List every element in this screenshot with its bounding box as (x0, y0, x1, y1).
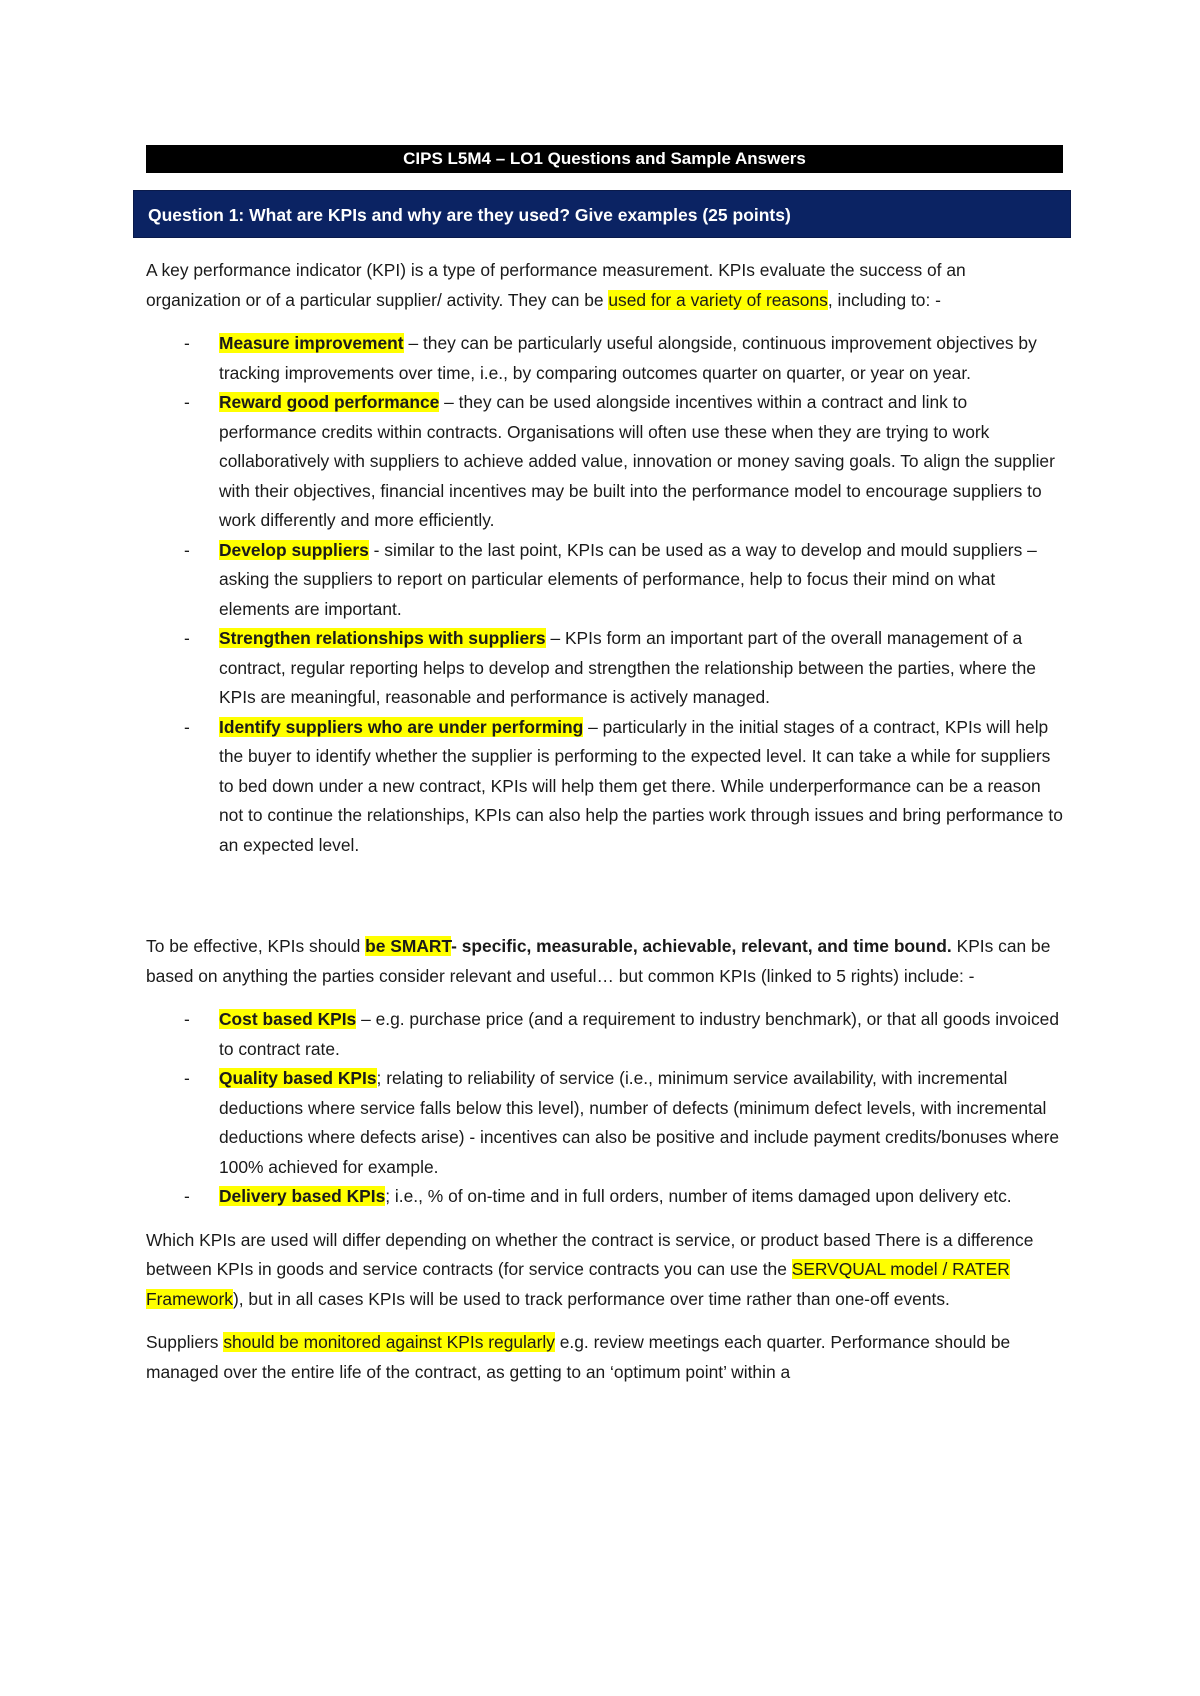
list-item (146, 1182, 1064, 1212)
monitor-highlight: should be monitored against KPIs regularly (223, 1332, 555, 1352)
monitor-text: Suppliers (146, 1332, 224, 1352)
which-text-end: ), but in all cases KPIs will be used to track performance over time rather than one-off events. (232, 1288, 950, 1309)
list-item-label: Develop suppliers (219, 539, 369, 560)
list-item-text: – KPIs form an important part of the overall management of a contract, regular reporting helps to develop and strengthen the relationship between the parties, where the KPIs are meaningful, reasonable and performance is actively managed. (219, 628, 1036, 707)
list-item (146, 1005, 1064, 1064)
monitor-text-end: e.g. review meetings each quarter. Performance should be managed over the entire life of the contract, as getting to an ‘optimum point’ within a (146, 1332, 1011, 1382)
intro-text-end: , including to: - (827, 289, 941, 310)
list-item-label: Delivery based KPIs (219, 1186, 386, 1206)
document-title: CIPS L5M4 – LO1 Questions and Sample Answers (146, 145, 1063, 173)
smart-paragraph (146, 932, 1064, 991)
question-heading: Question 1: What are KPIs and why are they used? Give examples (25 points) (133, 190, 1071, 238)
answer-body (146, 256, 1064, 1387)
list-item-text: ; i.e., % of on-time and in full orders, number of items damaged upon delivery etc. (385, 1186, 1012, 1206)
smart-text-end: KPIs can be based on anything the parties consider relevant and useful… but common KPIs (linked to 5 rights) include: - (146, 936, 1051, 986)
list-item (146, 1064, 1064, 1182)
intro-paragraph (146, 256, 1064, 315)
list-item (146, 624, 1064, 713)
list-item (146, 713, 1064, 861)
list-item-text: - similar to the last point, KPIs can be used as a way to develop and mould suppliers – asking the suppliers to report on particular elements of performance, help to focus their mind on what elements are important. (219, 539, 1037, 619)
list-item-text: – e.g. purchase price (and a requirement to industry benchmark), or that all goods invoiced to contract rate. (219, 1009, 1060, 1059)
kpi-types-list (146, 1005, 1064, 1212)
smart-highlight: be SMART (365, 936, 452, 956)
which-text: Which KPIs are used will differ depending on whether the contract is service, or product based There is a difference between KPIs in goods and service contracts (for service contracts you can use the (146, 1229, 1034, 1279)
smart-definition: - specific, measurable, achievable, relevant, and time bound. (451, 936, 952, 956)
list-item-label: Quality based KPIs (219, 1068, 377, 1088)
list-item-text: – they can be particularly useful alongside, continuous improvement objectives by tracking improvements over time, i.e., by comparing outcomes quarter on quarter, or year on year. (219, 333, 1037, 383)
list-item-text: – they can be used alongside incentives within a contract and link to performance credits within contracts. Organisations will often use these when they are trying to work collaboratively with suppliers to achieve added value, innovation or money saving goals. To align the supplier with their objectives, financial incentives may be built into the performance model to encourage suppliers to work differently and more efficiently. (219, 392, 1055, 530)
which-paragraph (146, 1226, 1064, 1315)
list-item (146, 536, 1064, 625)
list-item-label: Identify suppliers who are under performing (219, 716, 584, 737)
monitor-paragraph (146, 1328, 1064, 1387)
smart-text: To be effective, KPIs should (146, 936, 366, 956)
list-item-label: Cost based KPIs (219, 1009, 357, 1029)
list-item-text: ; relating to reliability of service (i.e., minimum service availability, with incremental deductions where service falls below this level), number of defects (minimum defect levels, with incremental deductions where defects arise) - incentives can also be positive and include payment credits/bonuses where 100% achieved for example. (219, 1068, 1060, 1177)
list-item-text: – particularly in the initial stages of a contract, KPIs will help the buyer to identify whether the supplier is performing to the expected level. It can take a while for suppliers to bed down under a new contract, KPIs will help them get there. While underperformance can be a reason not to continue the relationships, KPIs can also help the parties work through issues and bring performance to an expected level. (219, 716, 1063, 855)
intro-highlight: used for a variety of reasons (608, 289, 828, 310)
list-item (146, 388, 1064, 536)
list-item-label: Measure improvement (219, 333, 404, 353)
reasons-list (146, 329, 1064, 860)
intro-text: A key performance indicator (KPI) is a type of performance measurement. KPIs evaluate the success of an organization or of a particular supplier/ activity. They can be (146, 260, 966, 310)
list-item-label: Strengthen relationships with suppliers (219, 628, 546, 648)
list-item (146, 329, 1064, 388)
list-item-label: Reward good performance (219, 392, 440, 412)
which-highlight: SERVQUAL model / RATER Framework (146, 1259, 1010, 1309)
